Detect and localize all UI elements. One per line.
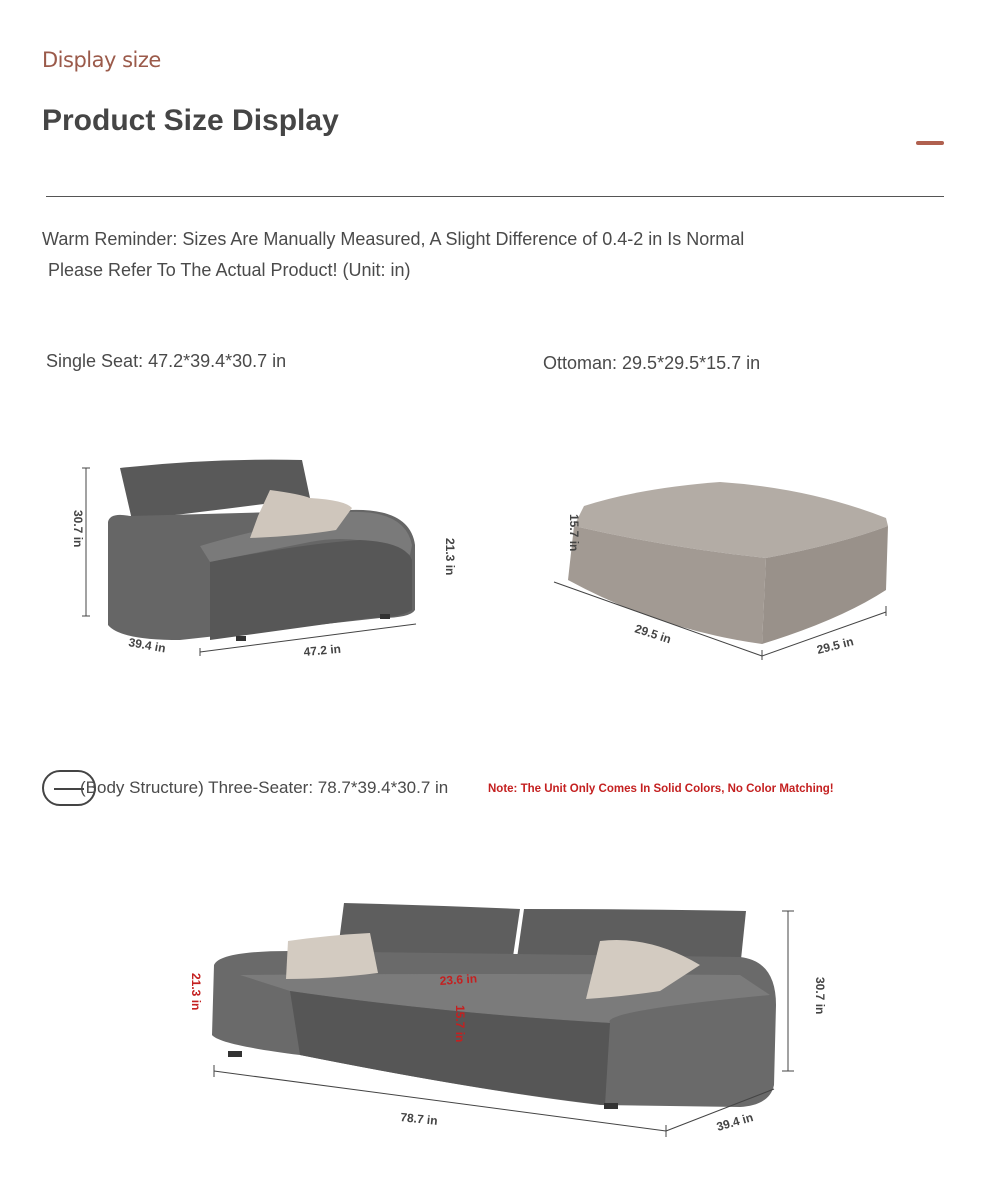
ottoman-caption: Ottoman: 29.5*29.5*15.7 in [543, 353, 761, 373]
collapse-toggle[interactable] [916, 141, 944, 145]
page-title: Product Size Display [42, 104, 339, 137]
three-seater-seat-height-label: 21.3 in [189, 973, 203, 1011]
left-pillow [286, 933, 378, 979]
single-seat-caption: Single Seat: 47.2*39.4*30.7 in [46, 351, 287, 371]
three-seater-cushion-depth-label: 23.6 in [439, 971, 478, 988]
three-seater-depth-label: 39.4 in [714, 1110, 755, 1134]
three-seater-width-label: 78.7 in [399, 1110, 439, 1128]
three-seater-height-label: 30.7 in [813, 977, 827, 1015]
single-seat-seat-height-label: 21.3 in [443, 538, 457, 576]
ottoman-illustration [540, 470, 920, 670]
size-reminder [42, 224, 744, 286]
reminder-line-2: Please Refer To The Actual Product! (Unit: in) [48, 260, 411, 280]
single-seat-illustration [60, 450, 480, 670]
single-seat-width-label: 47.2 in [303, 641, 342, 659]
ottoman-width-label: 29.5 in [815, 634, 855, 657]
single-seat-height-label: 30.7 in [71, 510, 85, 548]
ottoman-depth-label: 29.5 in [633, 621, 673, 647]
three-seater-cushion-height-label: 15.7 in [453, 1005, 467, 1043]
section-eyebrow: Display size [42, 48, 161, 72]
single-seat-depth-label: 39.4 in [127, 635, 167, 656]
reminder-line-1: Warm Reminder: Sizes Are Manually Measured, A Slight Difference of 0.4-2 in Is Normal [42, 229, 745, 249]
ottoman-height-label: 15.7 in [567, 514, 581, 552]
color-note: Note: The Unit Only Comes In Solid Colors, No Color Matching! [488, 783, 834, 795]
three-seater-illustration [180, 895, 840, 1155]
three-seater-caption: (Body Structure) Three-Seater: 78.7*39.4*30.7 in [80, 778, 449, 797]
divider [46, 196, 944, 197]
